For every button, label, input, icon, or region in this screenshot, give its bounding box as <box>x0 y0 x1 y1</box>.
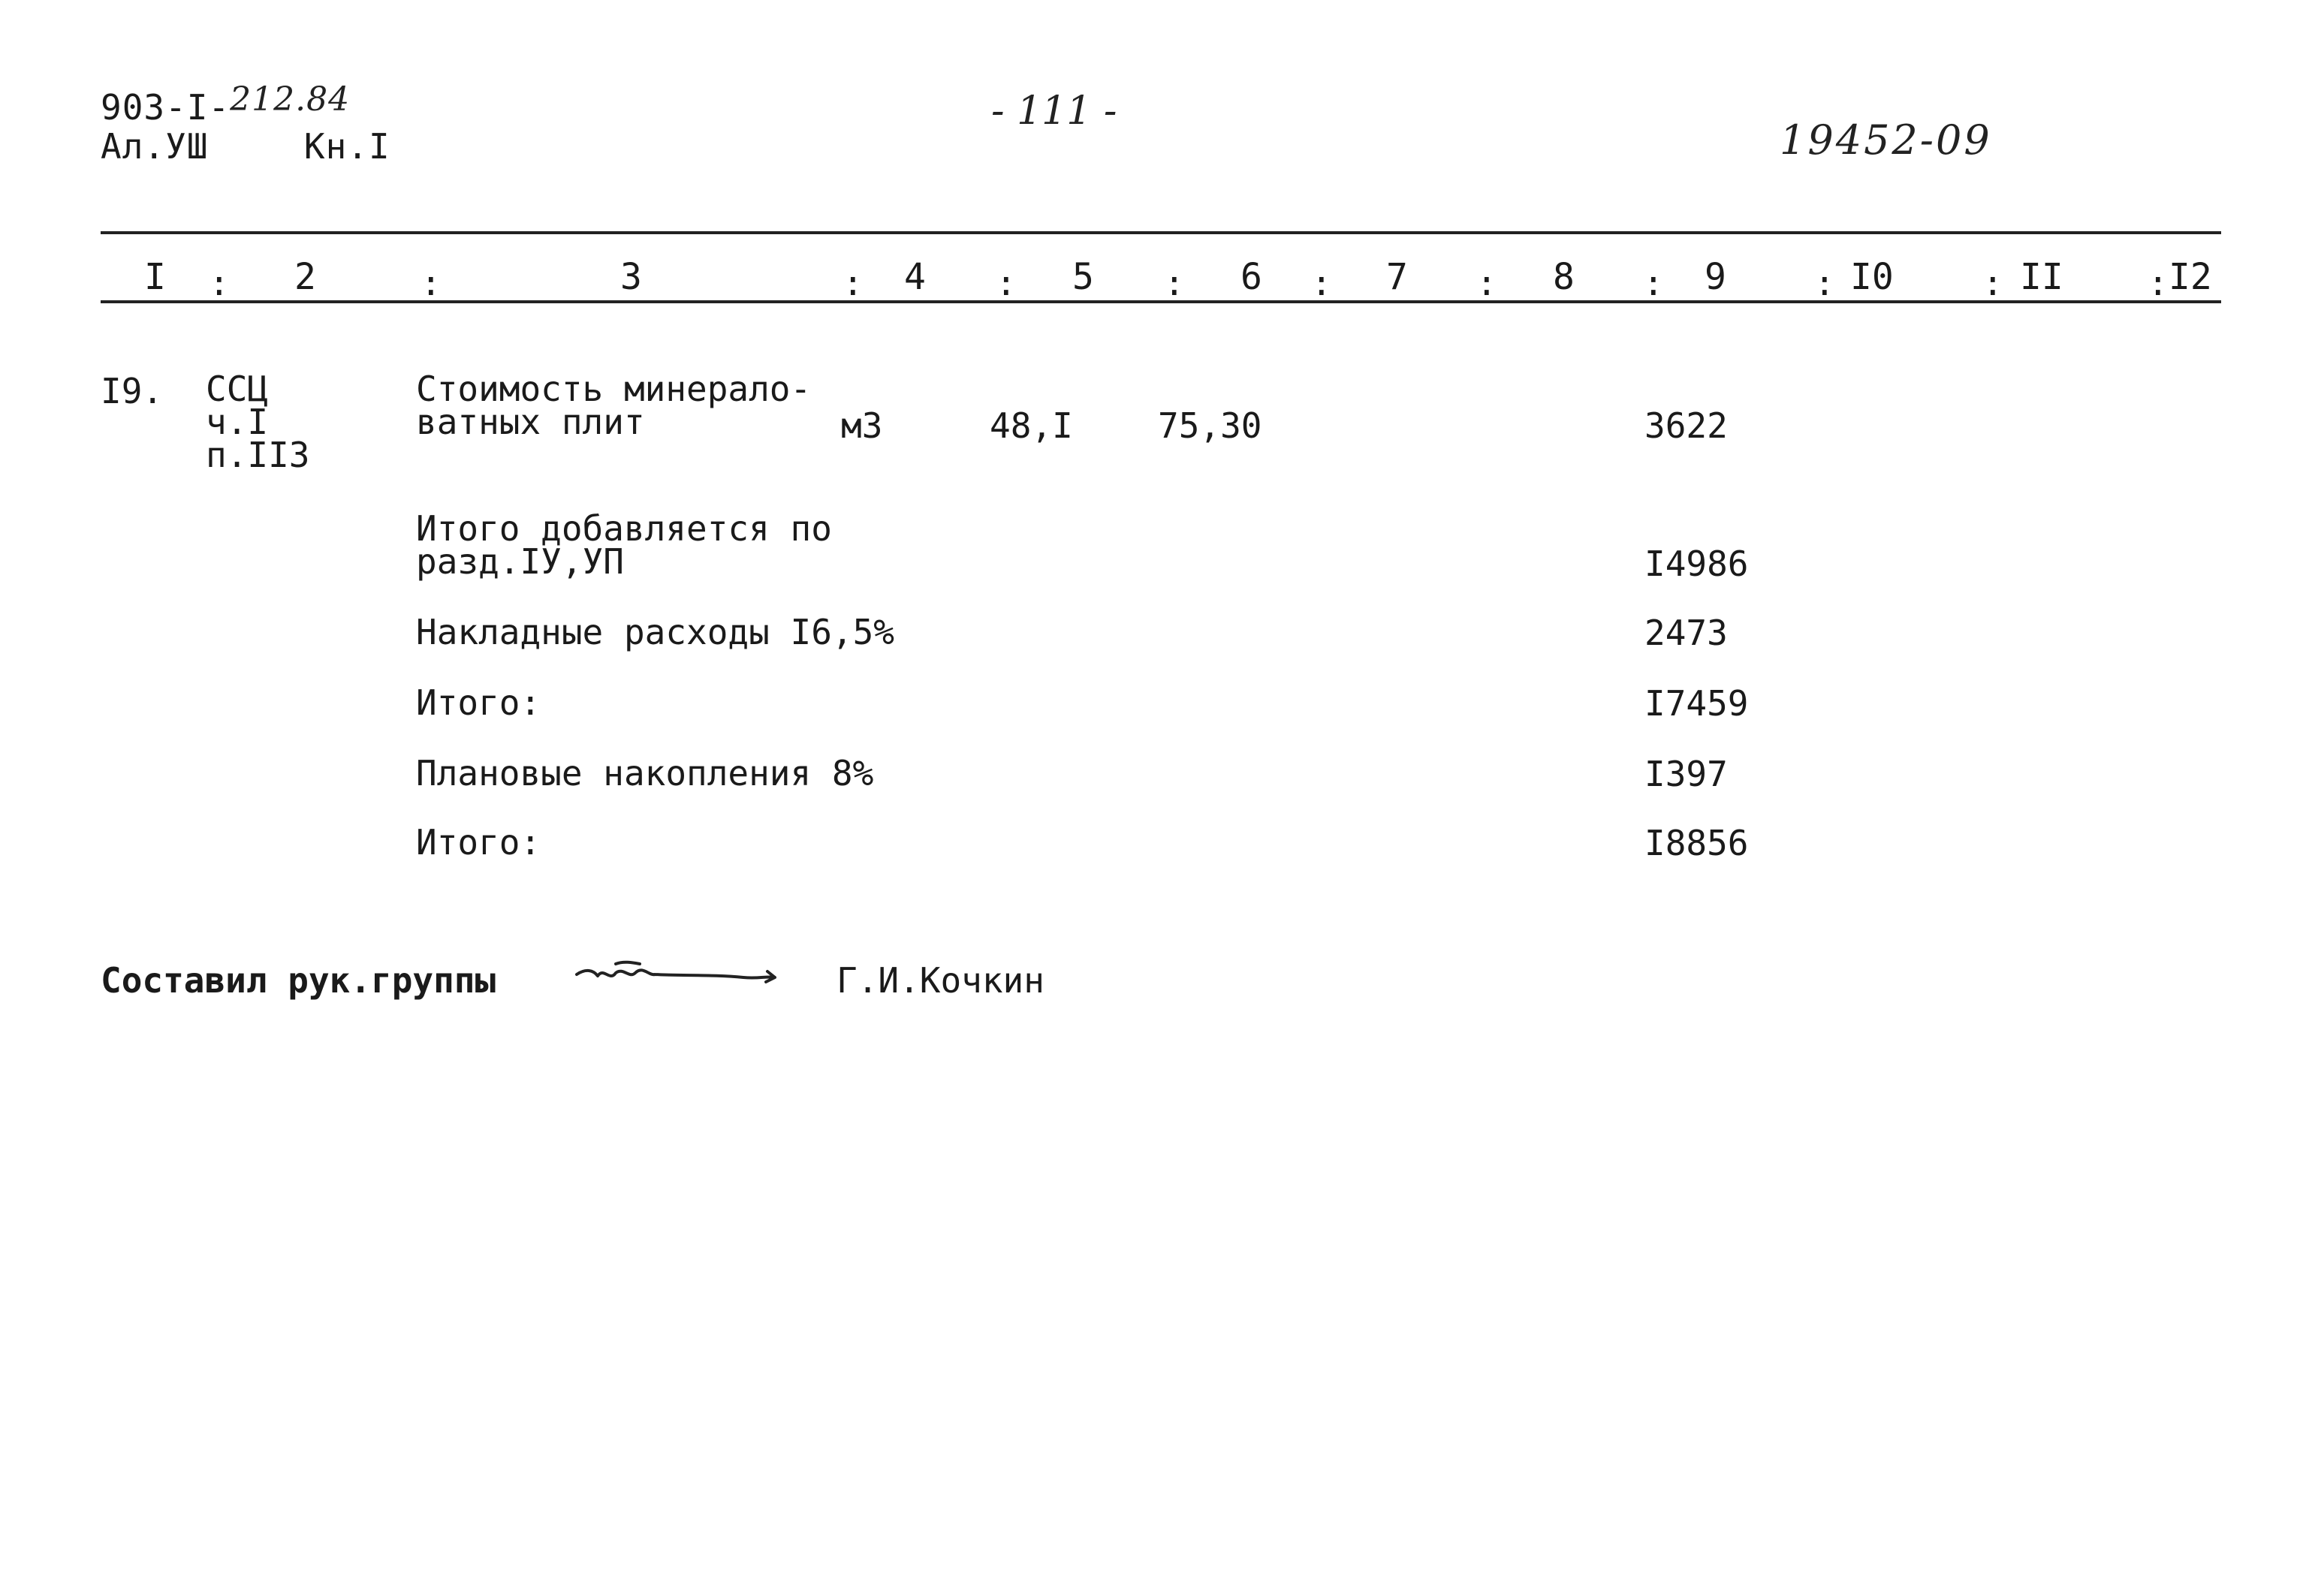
col-header-5: 5 <box>1072 256 1094 298</box>
summary-label-line: Итого добавляется по <box>416 508 832 549</box>
col-separator: : <box>1164 263 1185 303</box>
col-separator: : <box>1643 263 1664 303</box>
summary-value: I4986 <box>1644 544 1749 584</box>
summary-value: 2473 <box>1644 613 1728 653</box>
row-reference <box>206 369 310 475</box>
reference-line: ч.I <box>206 402 269 442</box>
summary-label: Итого: <box>416 682 541 723</box>
row-unit: м3 <box>841 405 883 446</box>
summary-label-line: разд.IУ,УП <box>416 541 624 582</box>
signature-label: Составил рук.группы <box>101 960 496 1001</box>
page-number: - 111 - <box>991 89 1117 134</box>
col-separator: : <box>1476 263 1497 303</box>
col-header-11: II <box>2020 256 2063 298</box>
summary-label: Плановые накопления 8% <box>416 753 874 793</box>
row-quantity: 48,I <box>990 405 1073 446</box>
col-separator: : <box>1982 263 2003 303</box>
summary-label: Накладные расходы I6,5% <box>416 612 894 652</box>
col-separator: : <box>421 263 442 303</box>
summary-value: I7459 <box>1644 683 1749 724</box>
col-header-12: I2 <box>2169 256 2212 298</box>
row-number: I9. <box>101 371 164 411</box>
doc-code-handwritten: 212.84 <box>230 80 351 119</box>
col-header-10: I0 <box>1850 256 1894 298</box>
table-header-rule <box>101 300 2221 303</box>
reference-line: п.II3 <box>206 435 310 475</box>
col-header-6: 6 <box>1240 256 1262 298</box>
description-line: ватных плит <box>416 402 645 442</box>
description-line: Стоимость минерало- <box>416 369 812 409</box>
reference-line: ССЦ <box>206 369 269 409</box>
signature-name: Г.И.Кочкин <box>836 960 1044 1001</box>
col-header-3: 3 <box>620 256 642 298</box>
row-price: 75,30 <box>1158 405 1262 446</box>
col-header-7: 7 <box>1386 256 1408 298</box>
col-separator: : <box>1311 263 1332 303</box>
summary-label <box>416 508 832 582</box>
col-separator: : <box>996 263 1017 303</box>
row-description <box>416 369 812 442</box>
col-header-4: 4 <box>904 256 926 298</box>
table-top-rule <box>101 231 2221 234</box>
row-cost: 3622 <box>1644 405 1728 446</box>
archive-number: 19452-09 <box>1780 116 1992 164</box>
col-header-8: 8 <box>1553 256 1575 298</box>
col-separator: : <box>209 263 230 303</box>
col-header-1: I <box>144 256 166 298</box>
album-book-line <box>101 128 390 165</box>
col-separator: : <box>2148 263 2169 303</box>
col-header-2: 2 <box>294 256 316 298</box>
summary-value: I8856 <box>1644 823 1749 863</box>
handwritten-signature <box>571 953 811 998</box>
summary-value: I397 <box>1644 754 1728 794</box>
col-separator: : <box>1814 263 1835 303</box>
doc-code <box>101 80 351 128</box>
col-header-9: 9 <box>1705 256 1726 298</box>
album-label: Ал.УШ <box>101 126 209 167</box>
book-label: Кн.I <box>303 126 390 167</box>
doc-code-printed: 903-I- <box>101 87 231 128</box>
col-separator: : <box>843 263 864 303</box>
summary-label: Итого: <box>416 822 541 863</box>
